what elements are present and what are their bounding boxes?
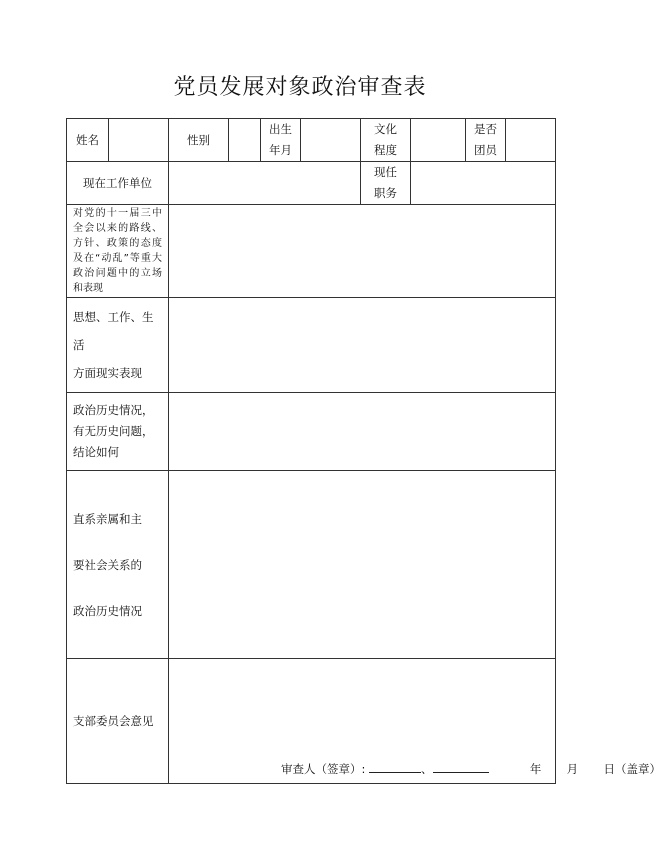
branch-opinion-label: 支部委员会意见	[67, 659, 169, 784]
political-review-form	[66, 118, 661, 784]
name-field[interactable]	[109, 119, 169, 162]
league-label-line2: 团员	[474, 143, 497, 157]
political-history-label	[67, 393, 169, 471]
education-label-line2: 程度	[374, 143, 397, 157]
political-stance-row	[67, 205, 556, 298]
education-field[interactable]	[411, 119, 466, 162]
position-field[interactable]	[411, 162, 556, 205]
family-label-line3: 政治历史情况	[73, 603, 142, 618]
signature-separator: 、	[421, 762, 433, 776]
month-label: 月	[566, 762, 579, 776]
family-relations-row	[67, 471, 556, 659]
basic-info-row	[67, 119, 556, 162]
political-stance-field[interactable]	[169, 205, 556, 298]
family-label-line1: 直系亲属和主	[73, 511, 142, 526]
political-stance-label: 对党的十一届三中全会以来的路线、方针、政策的态度及在“动乱”等重大政治问题中的立场和表现	[67, 205, 169, 298]
family-relations-field[interactable]	[169, 471, 556, 659]
work-unit-field[interactable]	[169, 162, 361, 205]
year-label: 年	[529, 762, 542, 776]
seal-label: （盖章）	[614, 762, 661, 776]
gender-field[interactable]	[229, 119, 261, 162]
history-label-line3: 结论如何	[73, 445, 119, 459]
history-label-line1: 政治历史情况，	[73, 403, 154, 417]
education-label-line1: 文化	[374, 122, 397, 136]
name-label: 姓名	[67, 119, 109, 162]
form-title: 党员发展对象政治审查表	[173, 75, 427, 100]
branch-opinion-row	[67, 659, 556, 784]
signature-line	[281, 761, 661, 777]
history-label-line2: 有无历史问题，	[73, 424, 154, 438]
position-label-line1: 现任	[374, 165, 397, 179]
political-history-field[interactable]	[169, 393, 556, 471]
work-unit-row	[67, 162, 556, 205]
thought-work-row	[67, 298, 556, 393]
position-label	[361, 162, 411, 205]
family-label-line2: 要社会关系的	[73, 557, 142, 572]
thought-work-label-line1: 思想、工作、生活	[73, 310, 154, 352]
branch-opinion-field[interactable]	[169, 659, 661, 784]
birth-field[interactable]	[301, 119, 361, 162]
position-label-line2: 职务	[374, 186, 397, 200]
league-label	[466, 119, 506, 162]
thought-work-label-line2: 方面现实表现	[73, 366, 142, 380]
day-label: 日	[603, 762, 615, 776]
family-relations-label	[67, 471, 169, 659]
work-unit-label: 现在工作单位	[67, 162, 169, 205]
reviewer-signature-blank-1[interactable]	[369, 762, 421, 773]
birth-label	[261, 119, 301, 162]
thought-work-label	[67, 298, 169, 393]
gender-label: 性别	[169, 119, 229, 162]
thought-work-field[interactable]	[169, 298, 556, 393]
education-label	[361, 119, 411, 162]
political-history-row	[67, 393, 556, 471]
birth-label-line2: 年月	[269, 143, 292, 157]
reviewer-signature-blank-2[interactable]	[433, 762, 489, 773]
birth-label-line1: 出生	[269, 122, 292, 136]
league-label-line1: 是否	[474, 122, 497, 136]
reviewer-label: 审查人（签章）:	[281, 762, 366, 776]
league-field[interactable]	[506, 119, 556, 162]
